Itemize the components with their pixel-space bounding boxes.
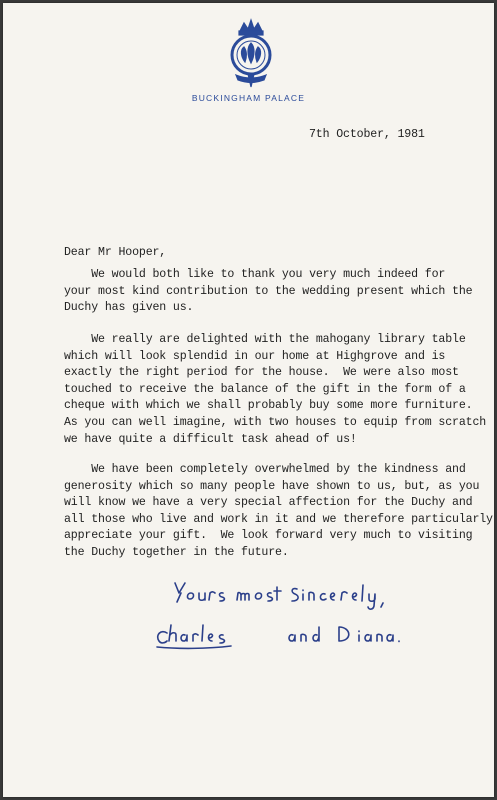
paragraph-line: touched to receive the balance of the gift in the form of a [64, 382, 466, 396]
letter-date: 7th October, 1981 [309, 128, 425, 141]
salutation: Dear Mr Hooper, [64, 246, 167, 259]
paragraph-line: your most kind contribution to the wedding present which the [64, 284, 473, 298]
handwritten-signature [143, 575, 473, 665]
prince-of-wales-feathers-crest-icon [226, 17, 276, 89]
paragraph-line: exactly the right period for the house. We were also most [64, 366, 459, 380]
paragraph-line: appreciate your gift. We look forward very much to visiting [64, 529, 473, 543]
paragraph-line: We really are delighted with the mahogany library table [64, 333, 466, 346]
paragraph-line: We would both like to thank you very much indeed for [64, 268, 446, 281]
paragraph-3 [64, 462, 493, 562]
paragraph-2 [64, 332, 486, 448]
paragraph-line: all those who live and work in it and we therefore particularly [64, 512, 493, 526]
paragraph-line: cheque with which we shall probably buy some more furniture. [64, 399, 473, 413]
letterhead-address: BUCKINGHAM PALACE [191, 93, 306, 103]
letter-page [3, 3, 494, 797]
paragraph-line: will know we have a very special affection for the Duchy and [64, 496, 473, 510]
paragraph-line: We have been completely overwhelmed by the kindness and [64, 463, 466, 476]
paragraph-1 [64, 267, 472, 317]
paragraph-line: the Duchy together in the future. [64, 545, 289, 559]
paragraph-line: Duchy has given us. [64, 301, 194, 315]
paragraph-line: generosity which so many people have shown to us, but, as you [64, 479, 480, 493]
paragraph-line: which will look splendid in our home at Highgrove and is [64, 349, 446, 363]
paragraph-line: As you can well imagine, with two houses to equip from scratch [64, 415, 487, 429]
paragraph-line: we have quite a difficult task ahead of us! [64, 432, 357, 446]
